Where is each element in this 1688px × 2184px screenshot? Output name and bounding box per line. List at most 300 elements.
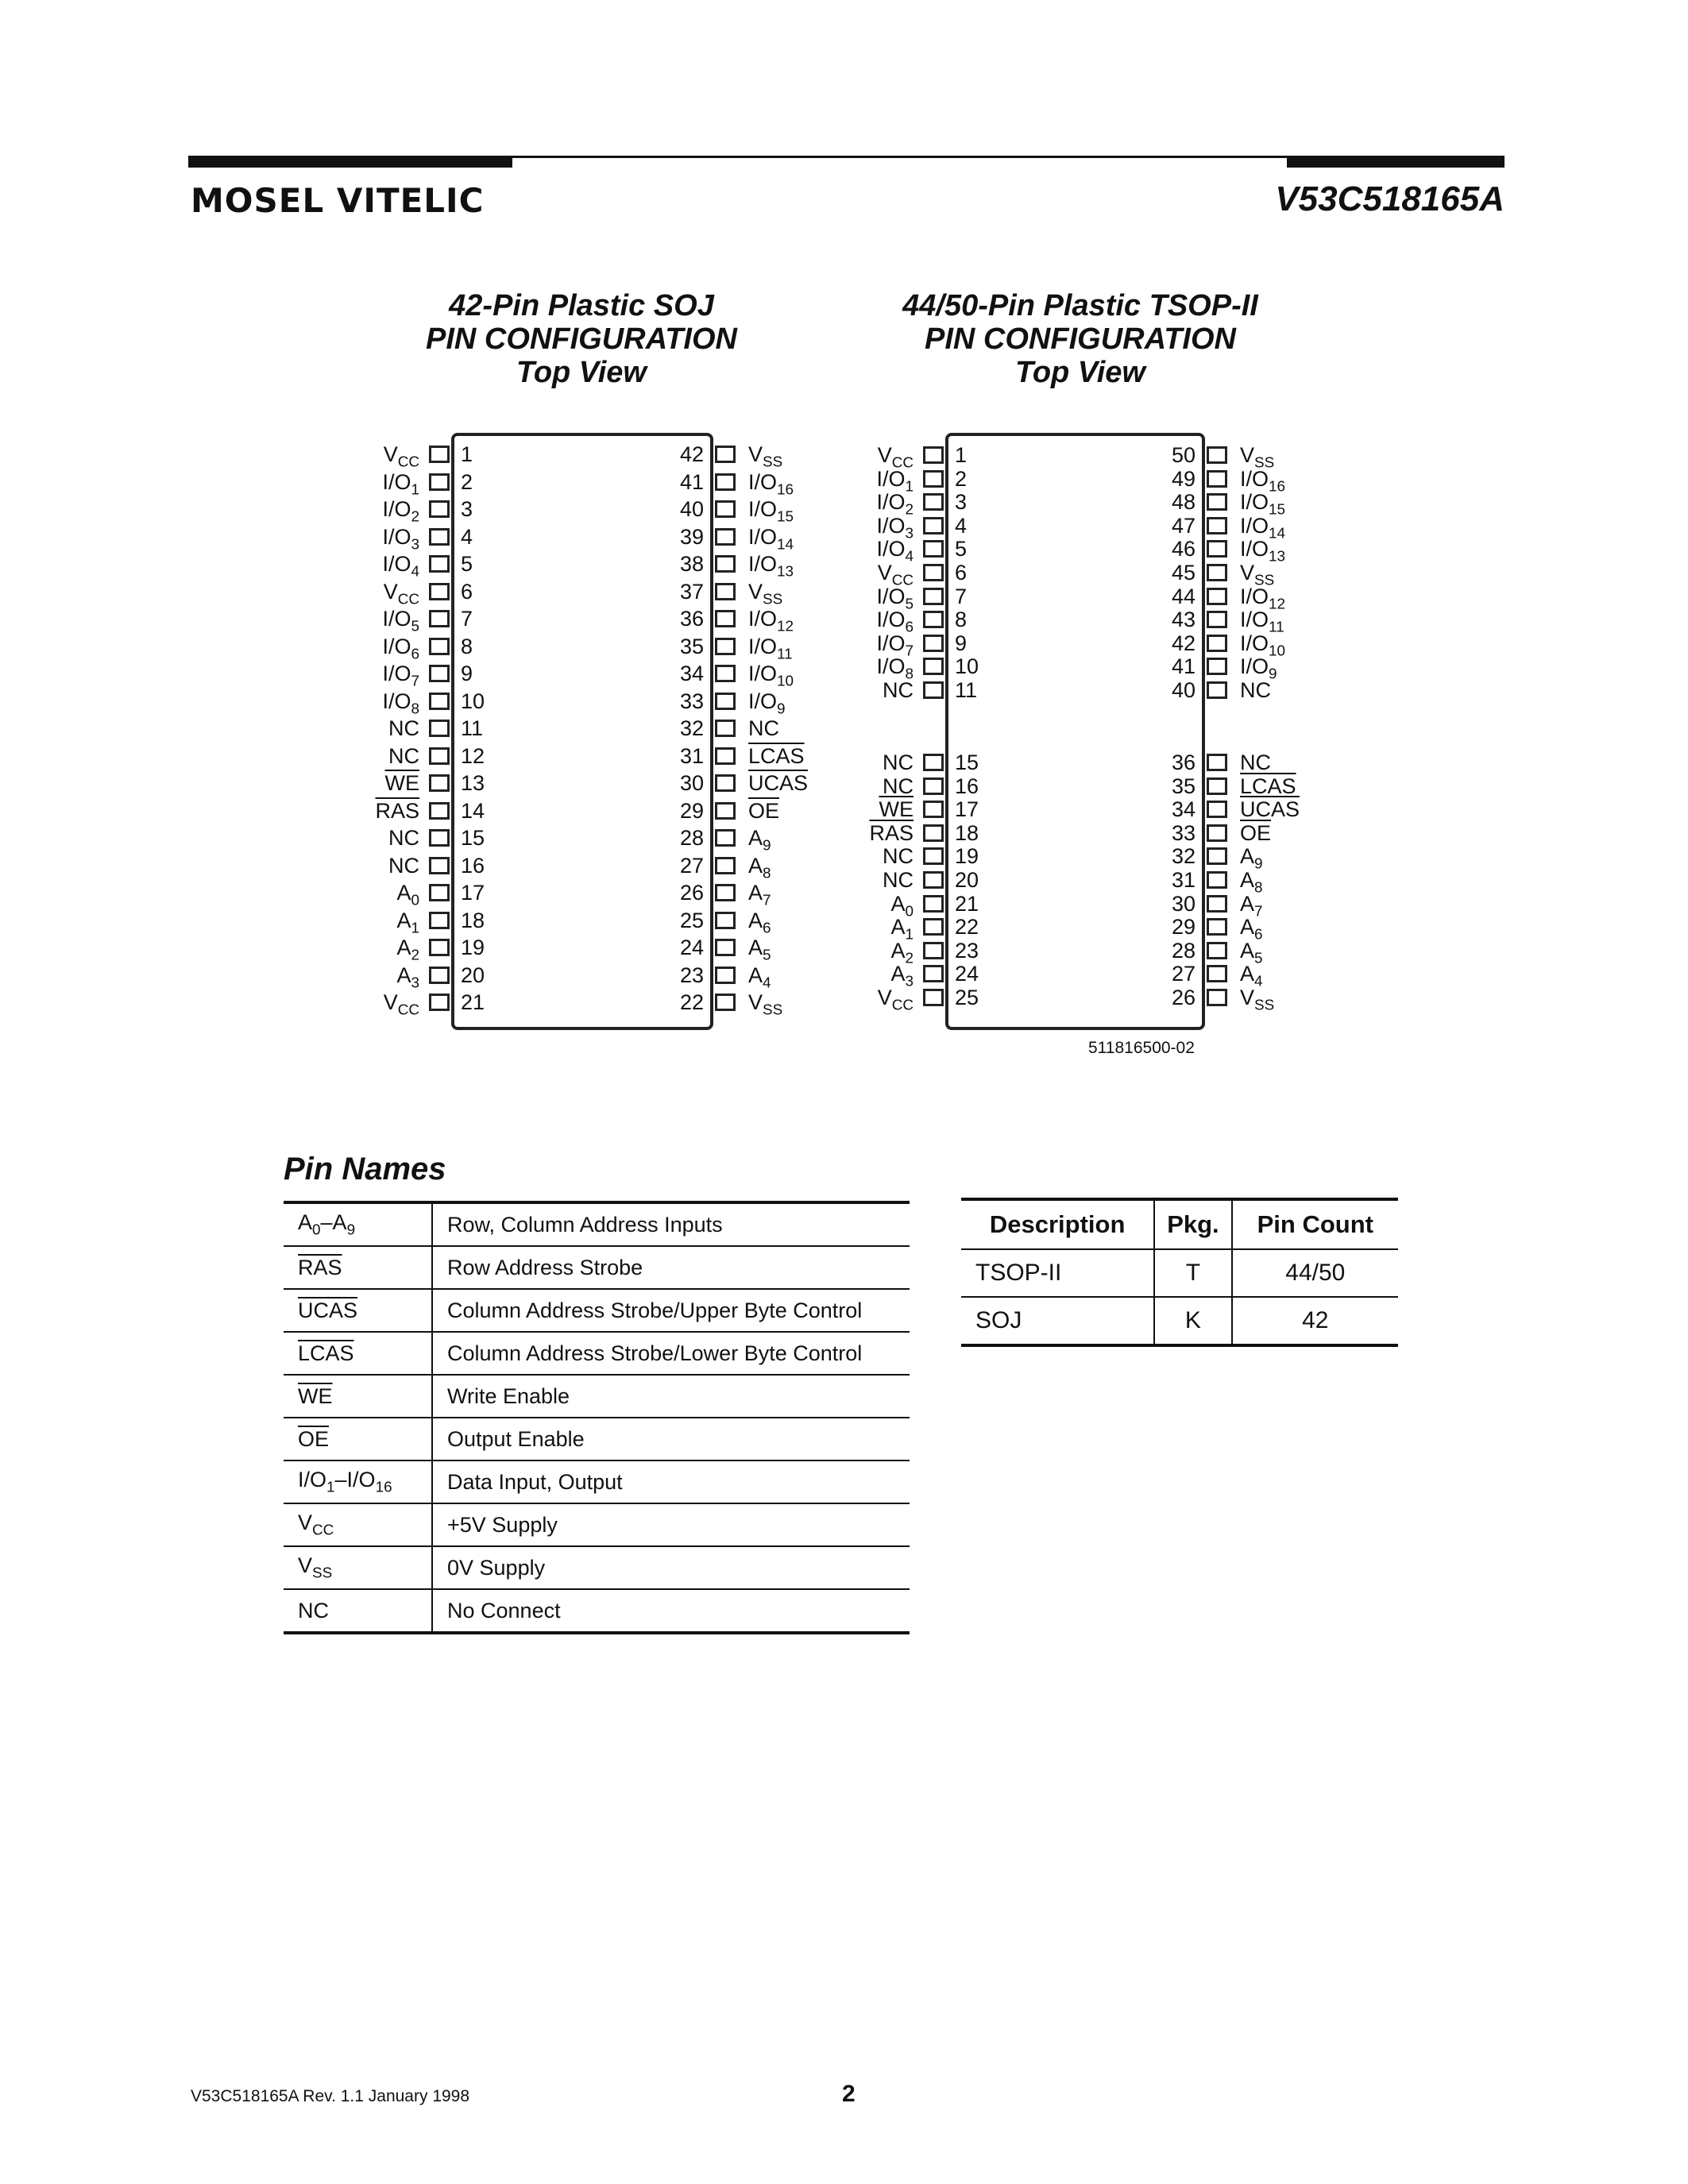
pin-3-lead: [429, 500, 450, 518]
pin-label: NC: [388, 716, 419, 740]
table-row: [284, 1546, 910, 1589]
footer-doc-ref: V53C518165A Rev. 1.1 January 1998: [191, 2087, 470, 2105]
pin-label: $A_3$: [396, 963, 419, 991]
pin-40-lead: [715, 500, 736, 518]
pin-number: 17: [461, 881, 485, 905]
pin-name-cell: $\overline{WE}$: [284, 1375, 432, 1418]
pin-number: 16: [461, 853, 485, 878]
pin-number: 34: [679, 662, 704, 685]
pin-label: $I/O_{14}$: [1240, 513, 1286, 542]
pin-27-lead: [1207, 965, 1227, 982]
pin-label: $A_8$: [1240, 868, 1263, 897]
pin-label: $I/O_7$: [382, 662, 419, 690]
pin-description-cell: Column Address Strobe/Upper Byte Control: [432, 1289, 910, 1332]
pin-label: $I/O_{12}$: [748, 607, 794, 635]
pin-label: $A_9$: [1240, 844, 1263, 873]
pin-label: NC: [388, 853, 419, 878]
pin-number: 42: [1171, 631, 1196, 655]
pin-number: 2: [461, 469, 473, 494]
table-row: [284, 1202, 910, 1246]
pin-4-lead: [923, 517, 944, 534]
pin-number: 32: [1171, 844, 1196, 869]
pin-number: 23: [679, 963, 704, 987]
pin-26-lead: [715, 884, 736, 901]
pin-24-lead: [923, 965, 944, 982]
pin-number: 5: [461, 552, 473, 576]
pin-label: NC: [748, 716, 779, 740]
pin-name-cell: $\overline{OE}$: [284, 1418, 432, 1461]
pin-42-lead: [715, 446, 736, 463]
pin-17-lead: [923, 801, 944, 818]
pkg-description: TSOP-II: [961, 1249, 1154, 1297]
pin-number: 2: [955, 466, 968, 491]
pin-20-lead: [923, 871, 944, 889]
pin-31-lead: [1207, 871, 1227, 889]
pin-number: 7: [955, 584, 968, 608]
pin-name-cell: $\overline{RAS}$: [284, 1246, 432, 1289]
pin-label: $A_1$: [890, 915, 914, 943]
pin-number: 6: [955, 561, 968, 585]
pin-label: $I/O_{10}$: [748, 662, 794, 690]
pin-8-lead: [923, 611, 944, 628]
pin-43-lead: [1207, 611, 1227, 628]
pin-label: $I/O_{14}$: [748, 524, 794, 553]
pin-label: NC: [883, 868, 914, 892]
pin-number: 26: [1171, 986, 1196, 1009]
pin-label: $A_9$: [748, 826, 771, 855]
pin-number: 23: [955, 938, 979, 963]
pin-label: $A_4$: [1240, 962, 1263, 990]
pin-41-lead: [715, 473, 736, 491]
pin-label: $I/O_{13}$: [748, 552, 794, 581]
pin-number: 30: [1171, 891, 1196, 916]
pin-42-lead: [1207, 635, 1227, 652]
pin-label: LCAS: [1240, 774, 1296, 798]
pin-name-cell: LCAS: [284, 1332, 432, 1375]
pin-number: 9: [955, 631, 968, 655]
pin-number: 25: [955, 986, 979, 1009]
pin-16-lead: [429, 857, 450, 874]
pin-2-lead: [429, 473, 450, 491]
table-row: [284, 1461, 910, 1503]
pin-46-lead: [1207, 540, 1227, 558]
pin-label: $I/O_9$: [1240, 654, 1277, 683]
pin-label: $\overline{OE}$: [1240, 820, 1272, 845]
pin-number: 43: [1171, 608, 1196, 632]
table-row: [284, 1589, 910, 1633]
pkg-code: T: [1154, 1249, 1231, 1297]
table-row: [961, 1297, 1398, 1345]
table-row: [284, 1375, 910, 1418]
soj-title-line2: PIN CONFIGURATION: [426, 322, 737, 356]
pin-34-lead: [1207, 801, 1227, 818]
pin-36-lead: [715, 610, 736, 627]
pin-number: 35: [1171, 774, 1196, 798]
pin-32-lead: [1207, 847, 1227, 865]
pin-18-lead: [923, 824, 944, 842]
pin-label: $I/O_8$: [876, 654, 914, 683]
figure-code: 511816500-02: [1088, 1039, 1195, 1057]
pin-number: 13: [461, 771, 485, 795]
pin-4-lead: [429, 528, 450, 546]
pin-number: 31: [1171, 868, 1196, 892]
pin-description-cell: Column Address Strobe/Lower Byte Control: [432, 1332, 910, 1375]
pin-number: 7: [461, 607, 473, 631]
pin-47-lead: [1207, 517, 1227, 534]
pin-10-lead: [923, 658, 944, 675]
pin-number: 5: [955, 537, 968, 561]
header-rule-right: [1287, 156, 1505, 168]
pin-32-lead: [715, 720, 736, 737]
pin-number: 32: [679, 716, 704, 740]
pin-number: 6: [461, 579, 473, 604]
pin-44-lead: [1207, 588, 1227, 605]
pkg-code: K: [1154, 1297, 1231, 1345]
pin-1-lead: [923, 446, 944, 464]
pin-label: $V_{CC}$: [877, 561, 914, 589]
pin-label: NC: [388, 743, 419, 768]
pin-label: $A_5$: [748, 936, 771, 964]
pin-22-lead: [715, 994, 736, 1011]
pin-number: 1: [955, 443, 968, 467]
pin-number: 20: [461, 963, 485, 987]
pin-name-cell: $I/O_1-I/O_{16}$: [284, 1461, 432, 1503]
pin-25-lead: [923, 989, 944, 1006]
pin-9-lead: [429, 665, 450, 682]
pin-number: 45: [1171, 561, 1196, 585]
pin-6-lead: [923, 564, 944, 581]
pkg-header-pin-count: Pin Count: [1232, 1199, 1398, 1249]
pin-label: NC: [883, 774, 914, 798]
table-row: [284, 1289, 910, 1332]
pin-label: $I/O_8$: [382, 689, 419, 717]
table-row: [284, 1246, 910, 1289]
pin-label: NC: [883, 678, 914, 702]
pin-number: 29: [679, 798, 704, 823]
pin-8-lead: [429, 638, 450, 655]
pin-37-lead: [715, 583, 736, 600]
pin-names-table: [284, 1201, 910, 1634]
pin-19-lead: [923, 847, 944, 865]
pin-3-lead: [923, 493, 944, 511]
page-number: 2: [842, 2081, 856, 2107]
pin-27-lead: [715, 857, 736, 874]
table-row: [284, 1503, 910, 1546]
pin-16-lead: [923, 778, 944, 795]
pin-number: 3: [955, 490, 968, 515]
pin-label: $A_8$: [748, 853, 771, 882]
pin-names-title: Pin Names: [284, 1152, 446, 1187]
pin-label: NC: [388, 826, 419, 850]
pin-label: $I/O_1$: [876, 466, 914, 495]
pin-20-lead: [429, 967, 450, 984]
pin-38-lead: [715, 555, 736, 573]
tsop-title-line2: PIN CONFIGURATION: [925, 322, 1236, 356]
pin-number: 8: [955, 608, 968, 632]
pin-12-lead: [429, 747, 450, 765]
pin-label: $V_{SS}$: [748, 990, 783, 1019]
pin-label: $A_4$: [748, 963, 771, 991]
pin-label: $I/O_{13}$: [1240, 537, 1286, 565]
pin-label: $I/O_3$: [382, 524, 419, 553]
pin-name-cell: UCAS: [284, 1289, 432, 1332]
pin-23-lead: [923, 942, 944, 959]
pkg-pin-count: 42: [1302, 1307, 1329, 1333]
pin-number: 8: [461, 634, 473, 658]
pin-number: 38: [679, 552, 704, 576]
pin-description-cell: +5V Supply: [432, 1503, 910, 1546]
pin-45-lead: [1207, 564, 1227, 581]
pin-label: $\overline{WE}$: [384, 771, 419, 795]
pin-30-lead: [1207, 895, 1227, 913]
pin-label: $V_{SS}$: [748, 442, 783, 471]
pin-label: $I/O_{15}$: [1240, 490, 1286, 519]
tsop-title-line3: Top View: [1015, 356, 1145, 389]
pin-label: LCAS: [748, 743, 805, 768]
pin-number: 9: [461, 662, 473, 685]
header-rule-left: [188, 156, 512, 168]
pin-label: $A_0$: [890, 891, 914, 920]
pin-36-lead: [1207, 754, 1227, 771]
pin-label: $I/O_{11}$: [748, 634, 793, 662]
pin-number: 30: [679, 771, 704, 795]
pin-label: $V_{CC}$: [877, 986, 914, 1014]
pin-number: 28: [679, 826, 704, 850]
pin-name-cell: $A_0-A_9$: [284, 1202, 432, 1246]
pin-11-lead: [429, 720, 450, 737]
pin-40-lead: [1207, 681, 1227, 699]
pin-29-lead: [1207, 918, 1227, 936]
pin-28-lead: [1207, 942, 1227, 959]
pin-label: $I/O_{11}$: [1240, 608, 1284, 636]
pin-name-cell: $V_{SS}$: [284, 1546, 432, 1589]
pin-15-lead: [429, 829, 450, 847]
pin-33-lead: [1207, 824, 1227, 842]
pin-41-lead: [1207, 658, 1227, 675]
pin-number: 17: [955, 797, 979, 822]
pin-29-lead: [715, 802, 736, 820]
pin-49-lead: [1207, 470, 1227, 488]
pin-50-lead: [1207, 446, 1227, 464]
pin-number: 42: [679, 442, 704, 466]
pin-description-cell: No Connect: [447, 1598, 561, 1623]
pin-number: 21: [461, 990, 485, 1014]
pin-label: $I/O_6$: [876, 608, 914, 636]
pin-label: $V_{CC}$: [877, 443, 914, 472]
part-number: V53C518165A: [1275, 179, 1505, 218]
pin-19-lead: [429, 939, 450, 956]
pin-11-lead: [923, 681, 944, 699]
pin-number: 50: [1171, 443, 1196, 467]
pin-label: $\overline{OE}$: [748, 798, 780, 823]
pin-label: $A_1$: [396, 908, 419, 936]
pin-number: 26: [679, 881, 704, 905]
pin-2-lead: [923, 470, 944, 488]
pin-label: NC: [883, 751, 914, 774]
pin-number: 46: [1171, 537, 1196, 561]
pin-number: 33: [1171, 820, 1196, 845]
pin-label: $I/O_{16}$: [748, 469, 794, 498]
pin-label: $I/O_{10}$: [1240, 631, 1286, 660]
pin-label: $A_7$: [748, 881, 771, 909]
pin-30-lead: [715, 774, 736, 792]
company-logo: MOSEL VITELIC: [191, 181, 485, 220]
pin-label: $I/O_5$: [382, 607, 419, 635]
header-rule-middle: [512, 156, 1287, 158]
pin-10-lead: [429, 693, 450, 710]
pin-label: $V_{CC}$: [383, 990, 419, 1019]
pin-24-lead: [715, 939, 736, 956]
pin-label: $V_{CC}$: [383, 442, 419, 471]
tsop-title-line1: 44/50-Pin Plastic TSOP-II: [902, 289, 1258, 322]
pin-label: $A_2$: [396, 936, 419, 964]
pin-label: $I/O_{16}$: [1240, 466, 1286, 495]
pin-label: $I/O_1$: [382, 469, 419, 498]
pin-number: 40: [1171, 678, 1196, 702]
pin-28-lead: [715, 829, 736, 847]
pin-number: 41: [1171, 654, 1196, 679]
pkg-header-pkg: Pkg.: [1154, 1199, 1231, 1249]
pin-15-lead: [923, 754, 944, 771]
pin-5-lead: [429, 555, 450, 573]
pin-number: 20: [955, 868, 979, 892]
pin-18-lead: [429, 912, 450, 929]
pin-label: $A_6$: [1240, 915, 1263, 943]
pin-39-lead: [715, 528, 736, 546]
pin-label: $V_{SS}$: [1240, 986, 1275, 1014]
pin-number: 39: [679, 524, 704, 549]
pin-label: $V_{SS}$: [1240, 443, 1275, 472]
pin-26-lead: [1207, 989, 1227, 1006]
package-table: [961, 1198, 1398, 1347]
pin-label: $V_{CC}$: [383, 579, 419, 608]
pin-description-cell: Row, Column Address Inputs: [432, 1202, 910, 1246]
pin-number: 14: [461, 798, 485, 823]
pin-label: $I/O_2$: [382, 497, 419, 526]
pin-number: 1: [461, 442, 473, 466]
tsop-title: [802, 289, 1358, 389]
pin-35-lead: [715, 638, 736, 655]
pin-description-cell: Row Address Strobe: [432, 1246, 910, 1289]
pin-label: $A_5$: [1240, 938, 1263, 967]
pin-label: $A_3$: [890, 962, 914, 990]
pin-number: 10: [955, 654, 979, 679]
pin-number: 11: [955, 678, 978, 702]
pin-label: UCAS: [748, 771, 809, 795]
pin-21-lead: [429, 994, 450, 1011]
pin-34-lead: [715, 665, 736, 682]
pin-label: $I/O_9$: [748, 689, 786, 717]
pin-22-lead: [923, 918, 944, 936]
pin-number: 35: [679, 634, 704, 658]
pin-description-cell: 0V Supply: [432, 1546, 910, 1589]
pin-48-lead: [1207, 493, 1227, 511]
pkg-description: SOJ: [961, 1297, 1154, 1345]
pin-number: 3: [461, 497, 473, 521]
table-row: [284, 1418, 910, 1461]
pin-21-lead: [923, 895, 944, 913]
pin-label: $A_7$: [1240, 891, 1263, 920]
pin-number: 25: [679, 908, 704, 932]
pin-label: $I/O_6$: [382, 634, 419, 662]
pin-number: 41: [679, 469, 704, 494]
pin-31-lead: [715, 747, 736, 765]
pin-label: $I/O_{15}$: [748, 497, 794, 526]
pin-1-lead: [429, 446, 450, 463]
pin-label: $A_0$: [396, 881, 419, 909]
pin-number: 24: [955, 962, 979, 986]
pin-35-lead: [1207, 778, 1227, 795]
pin-number: 22: [955, 915, 979, 940]
pin-number: 15: [955, 751, 979, 774]
pkg-header-description: Description: [961, 1199, 1154, 1249]
pin-number: 47: [1171, 513, 1196, 538]
pin-number: 11: [461, 716, 484, 740]
pin-number: 33: [679, 689, 704, 713]
pin-number: 31: [679, 743, 704, 768]
pin-5-lead: [923, 540, 944, 558]
pin-label: $I/O_4$: [382, 552, 419, 581]
pin-label: $I/O_4$: [876, 537, 914, 565]
pin-7-lead: [429, 610, 450, 627]
pin-label: $I/O_5$: [876, 584, 914, 612]
pin-name-cell: NC: [284, 1589, 432, 1633]
pin-number: 49: [1171, 466, 1196, 491]
pin-label: $\overline{WE}$: [879, 797, 914, 822]
pin-number: 19: [955, 844, 979, 869]
pin-number: 37: [679, 579, 704, 604]
pin-number: 19: [461, 936, 485, 959]
pin-label: $I/O_2$: [876, 490, 914, 519]
pin-14-lead: [429, 802, 450, 820]
pin-label: $V_{SS}$: [748, 579, 783, 608]
pin-33-lead: [715, 693, 736, 710]
pin-number: 34: [1171, 797, 1196, 822]
pin-name-cell: $V_{CC}$: [284, 1503, 432, 1546]
pin-label: $I/O_7$: [876, 631, 914, 660]
pin-23-lead: [715, 967, 736, 984]
pin-7-lead: [923, 588, 944, 605]
pin-number: 4: [955, 513, 968, 538]
pin-label: $\overline{RAS}$: [869, 820, 914, 845]
pin-13-lead: [429, 774, 450, 792]
pin-17-lead: [429, 884, 450, 901]
pin-description-cell: Output Enable: [432, 1418, 910, 1461]
pin-number: 28: [1171, 938, 1196, 963]
pin-label: NC: [1240, 678, 1271, 702]
pin-label: $I/O_{12}$: [1240, 584, 1286, 612]
pin-number: 48: [1171, 490, 1196, 515]
soj-title-line3: Top View: [516, 356, 647, 389]
pin-number: 24: [679, 936, 704, 959]
pkg-pin-count: 44/50: [1232, 1249, 1398, 1297]
pin-label: $V_{SS}$: [1240, 561, 1275, 589]
pin-label: NC: [883, 844, 914, 869]
pin-number: 44: [1171, 584, 1196, 608]
pin-25-lead: [715, 912, 736, 929]
pin-number: 22: [679, 990, 704, 1014]
pin-number: 16: [955, 774, 979, 798]
table-row: [961, 1249, 1398, 1297]
pin-number: 4: [461, 524, 473, 549]
pin-label: NC: [1240, 751, 1271, 774]
pin-label: $A_6$: [748, 908, 771, 936]
pin-label: $I/O_3$: [876, 513, 914, 542]
pin-number: 40: [679, 497, 704, 521]
pin-label: $\overline{RAS}$: [375, 798, 419, 823]
soj-title: [303, 289, 859, 389]
pin-number: 36: [679, 607, 704, 631]
